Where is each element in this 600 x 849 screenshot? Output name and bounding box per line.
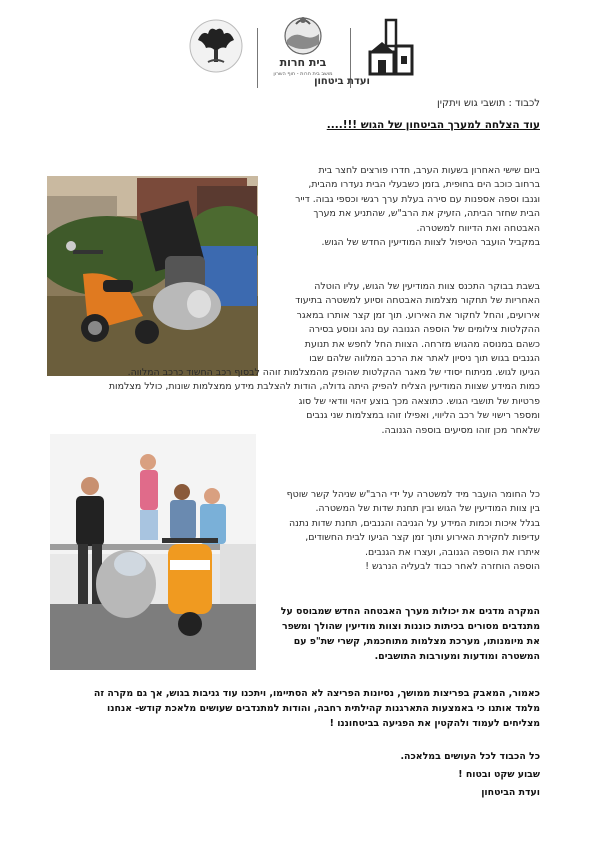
group-photo	[50, 434, 256, 670]
paragraph-2b: הגיעו לגוש. מניתוח יסודי של מאגר ההקלטות שהופק מהמצלמות זוהה לבסוף רכב החשוד כרכב המלווה. כמות המידע שצוות המודיעין הצליח להפיק היתה גדולה, הודות להצלבת מידע ממצלמות שונות, כולל מצלמות	[108, 367, 540, 393]
center-logo-sub: מושב בית חרות - חוף השרון	[273, 71, 333, 77]
paragraph-2a: בשבת בבוקר התכנס צוות המודיעין של הגוש, עליו הוטלה האחריות של תחקור מצלמות האבטחה וסיוע למשטרה בתיעוד אירועים, והחל לחקור את האירוע. תוך זמן קצר אותרו במאגר ההקלטות צילומים של הוספה הגנובה עם נהג ונוסע בסירה כשהם במנוסה מהגוש מזרחה. הצוות החל לחפש את תנועת הגנבים בגוש תוך ניסיון לאתר את הרכב המלווה שלהם שבו	[295, 281, 540, 365]
paragraph-3: כל החומר הועבר מיד למשטרה על ידי הרב"ש שניהל קשר שוטף בין צוות המודיעין של הגוש ובין תחנת שדות של המשטרה. בגלל איכות וכמות המידע על הגניבה והגנבים, תחנת שדות נתנה עדיפות לחקירת האירוע ותוך זמן קצר הגיעו לבית החשודים, איתרו את הוספה הגנובה, ועצרו את הגנבים. הוספה הוחזרה לאחר כבוד לבעליה הנרגש !	[286, 489, 540, 573]
committee-caption: ועדת ביטחון	[314, 76, 370, 87]
headline: עוד הצלחה למערך הביטחון של הגוש !!!....	[326, 119, 540, 131]
paragraph-2c: פרטיות של תושבי הגוש. כתוצאה מכך בוצע זיהוי וודאי של סוג ומספר רישוי של רכב הליווי, ואפילו זוהו במצלמות שני גנבים שלאחר מכן זוהו מסיעים בוספה הגנובה.	[298, 396, 540, 436]
scooter-photo	[47, 176, 258, 376]
salutation: לכבוד : תושבי גוש ויתקין	[437, 98, 540, 109]
paragraph-5: כאמור, המאבק בפריצות ממושך, נסיונות הפריצה לא הסתיימו, ויתכנו עוד גניבות בגוש, אך גם מקרה זה מלמד אותנו כי באמצעות התארגנות קהילתית רחבה, והודות למתנדבים שעושים מלאכת קודש- אנחנו מצליחים לעמוד ולהקטין את הפגיעה בביטחוננו !	[93, 688, 540, 729]
closing	[300, 748, 540, 802]
paragraph-1: ביום שישי האחרון בשעות הערב, חדרו פורצים לחצר בית ברחוב כוכב הים בחופית, בזמן כשבעלי הבית נעדרו מהבית, וגנבו וספה אספנות עם סירה בעלת ערך רגשי וכספי גבוה. דייר הבית שחזר הביתה, הזעיק את הרב"ש, שהתניע את מערך האבטחה ואת הדיווח למשטרה. במקביל הועבר הטיפול לצוות המודיעין החדש של הגוש.	[295, 165, 540, 249]
security-committee-logo	[366, 18, 416, 78]
paragraph-4: המקרה מדגים את יכולות מערך האבטחה החדש שמבוסס על מתנדבים מסורים בכיתות כוננות וצוות מודיעין שהולך ומשפר את מיומנותו, מערכת מצלמות מתוחכמת, קשרי שת"פ עם המשטרה ומודעות ומעורבות התושבים.	[280, 606, 540, 662]
closing-signature: ועדת הביטחון	[481, 787, 540, 798]
closing-line-1: כל הכבוד לכל העושים במלאכה.	[400, 751, 540, 762]
center-logo-name: בית חרות	[279, 56, 327, 69]
closing-line-2: שבוע שקט ובטוח !	[458, 769, 540, 780]
header-logos	[180, 12, 420, 104]
emblem-logo	[188, 18, 244, 74]
